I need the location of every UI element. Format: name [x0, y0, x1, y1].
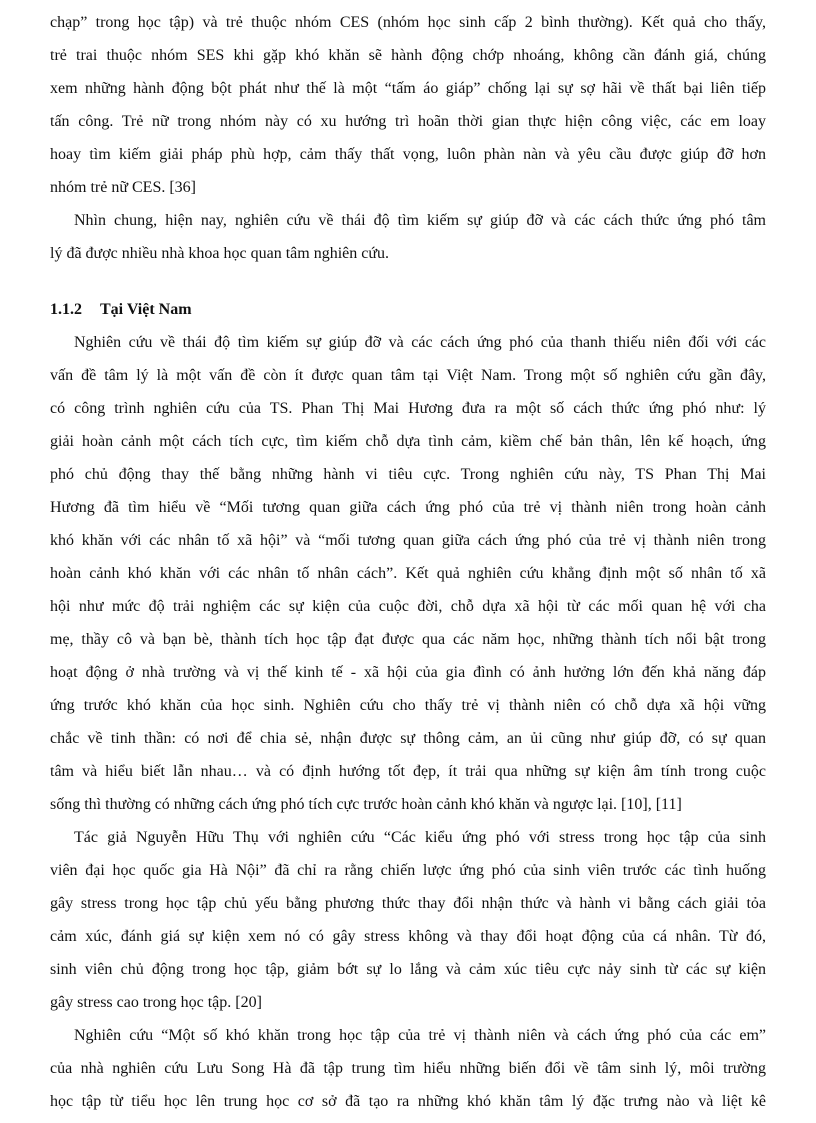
text-line: chắc về tinh thần: có nơi để chia sẻ, nhận được sự thông cảm, an ủi cũng như giúp đỡ, có sự quan — [50, 730, 766, 747]
text-line: hoạt động ở nhà trường và vị thế kinh tế - xã hội của gia đình có ảnh hưởng lớn đến khả năng đáp — [50, 664, 766, 681]
text-line: gây stress cao trong học tập. [20] — [50, 994, 262, 1011]
text-line: vấn đề tâm lý là một vấn đề còn ít được quan tâm tại Việt Nam. Trong một số nghiên cứu gần đây, — [50, 367, 766, 384]
text-line: Nghiên cứu về thái độ tìm kiếm sự giúp đỡ và các cách ứng phó của thanh thiếu niên đối với các — [74, 334, 766, 351]
text-line: Nhìn chung, hiện nay, nghiên cứu về thái độ tìm kiếm sự giúp đỡ và các cách thức ứng phó tâm — [74, 212, 766, 229]
text-line: viên đại học quốc gia Hà Nội” đã chỉ ra rằng chiến lược ứng phó của sinh viên trước các tình huống — [50, 862, 766, 879]
section-number: 1.1.2 — [50, 301, 82, 318]
text-line: trẻ trai thuộc nhóm SES khi gặp khó khăn sẽ hành động chớp nhoáng, không cần đánh giá, chúng — [50, 47, 766, 64]
text-line: gây stress trong học tập chủ yếu bằng phương thức thay đổi nhận thức và hành vi bằng cách giải tỏa — [50, 895, 766, 912]
text-line: sinh viên chủ động trong học tập, giảm bớt sự lo lắng và cảm xúc tiêu cực nảy sinh từ các sự kiện — [50, 961, 766, 978]
text-line: khó khăn với các nhân tố xã hội” và “mối tương quan giữa cách ứng phó của trẻ vị thành niên trong — [50, 532, 766, 549]
text-line: ứng trước khó khăn của học sinh. Nghiên cứu cho thấy trẻ vị thành niên có chỗ dựa xã hội vững — [50, 697, 766, 714]
text-line: Hương đã tìm hiểu về “Mối tương quan giữa cách ứng phó của trẻ vị thành niên trong hoàn cảnh — [50, 499, 766, 516]
text-line: hội như mức độ trải nghiệm các sự kiện của cuộc đời, chỗ dựa xã hội từ các mối quan hệ với cha — [50, 598, 766, 615]
text-line: sống thì thường có những cách ứng phó tích cực trước hoàn cảnh khó khăn và ngược lại. [10], [11] — [50, 796, 682, 813]
section-heading — [50, 297, 192, 322]
text-line: tâm và hiểu biết lẫn nhau… và có định hướng tốt đẹp, ít trải qua những sự kiện âm tính trong cuộc — [50, 763, 766, 780]
text-line: Tác giả Nguyễn Hữu Thụ với nghiên cứu “Các kiểu ứng phó với stress trong học tập của sinh — [74, 829, 766, 846]
text-line: chạp” trong học tập) và trẻ thuộc nhóm CES (nhóm học sinh cấp 2 bình thường). Kết quả cho thấy, — [50, 14, 766, 31]
text-line: lý đã được nhiều nhà khoa học quan tâm nghiên cứu. — [50, 245, 390, 262]
text-line: xem những hành động bột phát như thế là một “tấm áo giáp” chống lại sự sợ hãi về thất bại liên tiếp — [50, 80, 766, 97]
text-line: tấn công. Trẻ nữ trong nhóm này có xu hướng trì hoãn thời gian thực hiện công việc, các em loay — [50, 113, 766, 130]
text-line: hoay tìm kiếm giải pháp phù hợp, cảm thấy thất vọng, luôn phàn nàn và yêu cầu được giúp đỡ hơn — [50, 146, 766, 163]
text-line: có công trình nghiên cứu của TS. Phan Thị Mai Hương đưa ra một số cách thức ứng phó như: lý — [50, 400, 766, 417]
text-line: cảm xúc, đánh giá sự kiện xem nó có gây stress không và thay đổi hoạt động của cá nhân. Từ đó, — [50, 928, 766, 945]
text-line: giải hoàn cảnh một cách tích cực, tìm kiếm chỗ dựa tình cảm, kiềm chế bản thân, lên kế hoạch, ứng — [50, 433, 766, 450]
text-line: phó chủ động thay thế bằng những hành vi tiêu cực. Trong nghiên cứu này, TS Phan Thị Mai — [50, 466, 766, 483]
text-line: học tập từ tiểu học lên trung học cơ sở đã tạo ra những khó khăn tâm lý đặc trưng nào và liệt kê — [50, 1093, 766, 1110]
section-title: Tại Việt Nam — [100, 301, 192, 318]
text-line: mẹ, thầy cô và bạn bè, thành tích học tập đạt được qua các năm học, những thành tích nổi bật trong — [50, 631, 766, 648]
text-line: nhóm trẻ nữ CES. [36] — [50, 179, 196, 196]
text-line: hoàn cảnh khó khăn với các nhân tố nhân cách”. Kết quả nghiên cứu khẳng định một số nhân tố xã — [50, 565, 766, 582]
text-line: của nhà nghiên cứu Lưu Song Hà đã tập trung tìm hiểu những biến đổi về tâm sinh lý, môi trường — [50, 1060, 766, 1077]
text-line: Nghiên cứu “Một số khó khăn trong học tập của trẻ vị thành niên và cách ứng phó của các em” — [74, 1027, 766, 1044]
